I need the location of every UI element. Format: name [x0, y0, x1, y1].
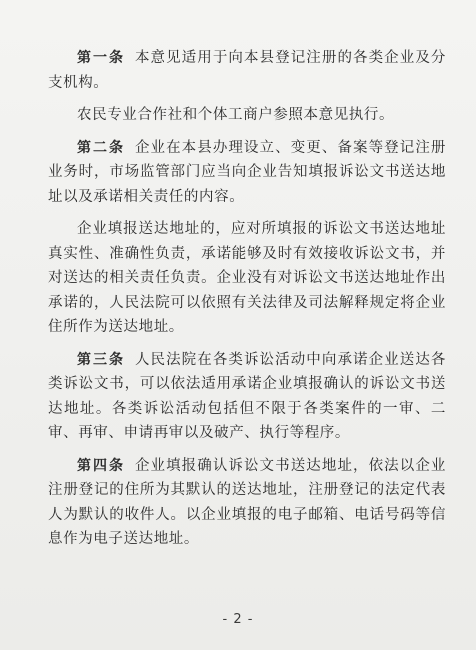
paragraph-article-2-detail — [48, 217, 446, 340]
article-label: 第一条 — [77, 50, 125, 66]
document-body — [48, 46, 446, 552]
paragraph-article-1 — [48, 46, 446, 95]
paragraph-text: 农民专业合作社和个体工商户参照本意见执行。 — [77, 107, 395, 123]
article-label: 第三条 — [77, 351, 125, 368]
article-label: 第四条 — [77, 457, 125, 474]
paragraph-article-4 — [48, 454, 446, 552]
paragraph-text: 企业填报确认诉讼文书送达地址，依法以企业注册登记的住所为其默认的送达地址，注册登记的法定代表人为默认的收件人。以企业填报的电子邮箱、电话号码等信息作为电子送达地址。 — [48, 457, 447, 547]
paragraph-text: 本意见适用于向本县登记注册的各类企业及分支机构。 — [48, 50, 447, 91]
page-number: - 2 - — [222, 612, 254, 627]
paragraph-text: 人民法院在各类诉讼活动中向承诺企业送达各类诉讼文书，可以依法适用承诺企业填报确认的诉讼文书送达地址。各类诉讼活动包括但不限于各类案件的一审、二审、再审、申请再审以及破产、执行等程序。 — [48, 351, 447, 441]
paragraph-article-3 — [48, 348, 446, 446]
paragraph-text: 企业在本县办理设立、变更、备案等登记注册业务时，市场监管部门应当向企业告知填报诉讼文书送达地址以及承诺相关责任的内容。 — [48, 139, 447, 205]
paragraph-article-1-note — [48, 103, 446, 128]
paragraph-article-2 — [48, 136, 446, 210]
article-label: 第二条 — [77, 139, 125, 156]
paragraph-text: 企业填报送达地址的，应对所填报的诉讼文书送达地址真实性、准确性负责，承诺能够及时有效接收诉讼文书，并对送达的相关责任负责。企业没有对诉讼文书送达地址作出承诺的，人民法院可以依照有关法律及司法解释规定将企业住所作为送达地址。 — [48, 221, 446, 335]
